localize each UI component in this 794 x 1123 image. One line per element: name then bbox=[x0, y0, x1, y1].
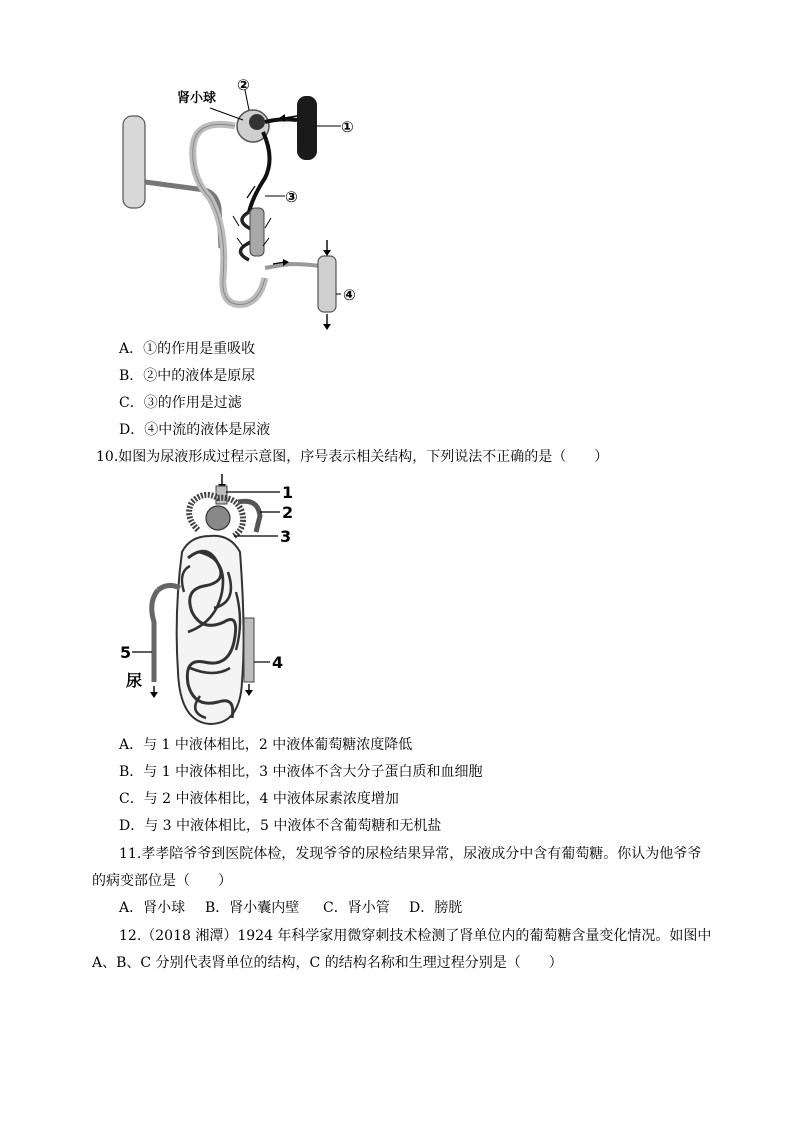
q12-stem-line2: A、B、C 分别代表肾单位的结构，C 的结构名称和生理过程分别是（ ） bbox=[92, 955, 563, 971]
q9-option-c: C．③的作用是过滤 bbox=[119, 395, 242, 411]
fig2-label-urine: 尿 bbox=[126, 671, 143, 690]
q11-option-d: D．膀胱 bbox=[409, 900, 463, 916]
marker-4: ④ bbox=[343, 286, 356, 304]
glomerulus-2 bbox=[206, 506, 230, 530]
q11-options bbox=[119, 898, 462, 918]
fig2-label-5: 5 bbox=[120, 643, 132, 662]
nephron-figure-1 bbox=[115, 78, 375, 333]
marker-2: ② bbox=[237, 78, 250, 94]
fig2-label-4: 4 bbox=[272, 653, 284, 672]
label-glomerulus: 肾小球 bbox=[177, 91, 217, 106]
vein-branch bbox=[145, 182, 221, 248]
efferent-vessel bbox=[249, 132, 270, 212]
q10-option-b: B．与 1 中液体相比，3 中液体不含大分子蛋白质和血细胞 bbox=[119, 764, 483, 780]
glomerulus bbox=[249, 114, 265, 130]
q11-option-b: B．肾小囊内壁 bbox=[205, 900, 300, 916]
q10-option-c: C．与 2 中液体相比，4 中液体尿素浓度增加 bbox=[119, 791, 399, 807]
marker-1: ① bbox=[341, 118, 354, 136]
vein-tube bbox=[123, 116, 145, 208]
q11-option-c: C．肾小管 bbox=[323, 900, 390, 916]
q11-stem-line2: 的病变部位是（ ） bbox=[92, 873, 232, 889]
nephron-figure-2 bbox=[118, 472, 308, 730]
collecting-duct bbox=[318, 256, 336, 312]
q10-option-a: A．与 1 中液体相比，2 中液体葡萄糖浓度降低 bbox=[119, 737, 413, 753]
q11-stem-line1: 11.孝孝陪爷爷到医院体检，发现爷爷的尿检结果异常，尿液成分中含有葡萄糖。你认为他爷爷 bbox=[119, 846, 702, 862]
q9-option-b: B．②中的液体是原尿 bbox=[119, 368, 256, 384]
q10-option-d: D．与 3 中液体相比，5 中液体不含葡萄糖和无机盐 bbox=[119, 818, 442, 834]
artery-tube bbox=[297, 96, 317, 160]
marker-3: ③ bbox=[285, 188, 298, 206]
q11-option-a: A．肾小球 bbox=[119, 900, 186, 916]
fig2-label-1: 1 bbox=[282, 483, 294, 502]
fig2-label-3: 3 bbox=[280, 527, 292, 546]
q9-option-d: D．④中流的液体是尿液 bbox=[119, 422, 271, 438]
fig2-label-2: 2 bbox=[282, 503, 294, 522]
capillary-body-2 bbox=[177, 536, 244, 724]
q12-stem-line1: 12.（2018 湘潭）1924 年科学家用微穿刺技术检测了肾单位内的葡萄糖含量变化情况。如图中 bbox=[119, 928, 712, 944]
q10-stem: 10.如图为尿液形成过程示意图，序号表示相关结构，下列说法不正确的是（ ） bbox=[96, 449, 609, 465]
q9-option-a: A．①的作用是重吸收 bbox=[119, 341, 256, 357]
